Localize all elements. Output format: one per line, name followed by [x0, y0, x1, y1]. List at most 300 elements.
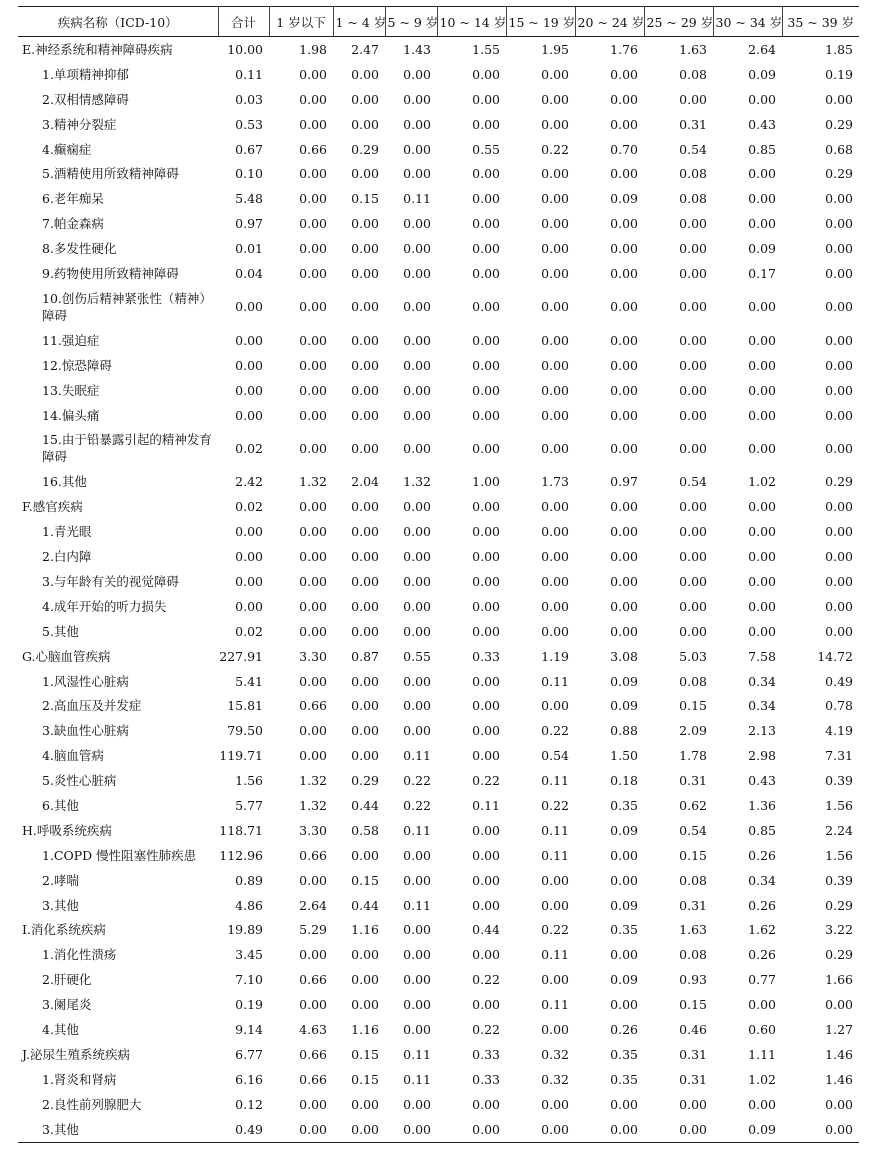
age-group-rate-cell: 0.08	[679, 673, 707, 689]
disease-name-cell: 2.白内障	[42, 549, 92, 565]
age-group-rate-cell: 0.00	[472, 299, 500, 315]
subcategory-row	[18, 236, 859, 261]
subcategory-row	[18, 942, 859, 967]
age-group-rate-cell: 2.47	[351, 41, 379, 57]
subcategory-row	[18, 427, 859, 469]
age-group-rate-cell: 0.00	[299, 440, 327, 456]
age-group-rate-cell: 0.00	[299, 191, 327, 207]
age-group-rate-cell: 1.46	[825, 1046, 853, 1062]
age-group-rate-cell: 0.15	[351, 872, 379, 888]
age-group-rate-cell: 0.33	[472, 1046, 500, 1062]
total-rate-cell: 0.89	[235, 872, 263, 888]
age-group-rate-cell: 0.29	[825, 166, 853, 182]
age-group-rate-cell: 0.44	[351, 797, 379, 813]
age-group-rate-cell: 0.00	[541, 573, 569, 589]
total-rate-cell: 0.97	[235, 216, 263, 232]
age-group-rate-cell: 0.66	[299, 847, 327, 863]
age-group-rate-cell: 0.00	[610, 598, 638, 614]
total-rate-cell: 0.02	[235, 440, 263, 456]
disease-name-cell: 5.其他	[42, 623, 79, 639]
total-rate-cell: 5.41	[235, 673, 263, 689]
age-group-rate-cell: 0.22	[472, 773, 500, 789]
age-group-rate-cell: 0.22	[472, 972, 500, 988]
total-rate-cell: 4.86	[235, 897, 263, 913]
age-group-rate-cell: 1.63	[679, 41, 707, 57]
age-group-rate-cell: 0.00	[679, 241, 707, 257]
total-rate-cell: 10.00	[227, 41, 263, 57]
age-group-rate-cell: 1.32	[403, 474, 431, 490]
age-group-rate-cell: 0.54	[679, 474, 707, 490]
disease-name-cell: 6.其他	[42, 797, 79, 813]
header-cell-age-25-29: 25 ~ 29 岁	[644, 7, 713, 37]
age-group-rate-cell: 0.08	[679, 191, 707, 207]
age-group-rate-cell: 0.00	[610, 1096, 638, 1112]
age-group-rate-cell: 0.00	[351, 241, 379, 257]
age-group-rate-cell: 0.26	[748, 847, 776, 863]
age-group-rate-cell: 0.33	[472, 648, 500, 664]
age-group-rate-cell: 7.58	[748, 648, 776, 664]
age-group-rate-cell: 0.00	[541, 357, 569, 373]
age-group-rate-cell: 0.00	[541, 166, 569, 182]
subcategory-row	[18, 1067, 859, 1092]
age-group-rate-cell: 0.00	[748, 549, 776, 565]
age-group-rate-cell: 0.00	[403, 91, 431, 107]
age-group-rate-cell: 0.00	[351, 623, 379, 639]
age-group-rate-cell: 0.11	[541, 773, 569, 789]
age-group-rate-cell: 0.00	[472, 332, 500, 348]
total-rate-cell: 0.00	[235, 382, 263, 398]
age-group-rate-cell: 0.26	[610, 1022, 638, 1037]
header-cell-age-20-24: 20 ~ 24 岁	[575, 7, 644, 37]
age-group-rate-cell: 0.00	[679, 357, 707, 373]
age-group-rate-cell: 0.62	[679, 797, 707, 813]
age-group-rate-cell: 0.00	[403, 847, 431, 863]
age-group-rate-cell: 0.11	[403, 822, 431, 838]
age-group-rate-cell: 0.00	[351, 216, 379, 232]
age-group-rate-cell: 0.00	[610, 299, 638, 315]
disease-name-cell: 2.哮喘	[42, 872, 79, 888]
age-group-rate-cell: 0.00	[351, 748, 379, 764]
age-group-rate-cell: 0.66	[299, 141, 327, 157]
age-group-rate-cell: 0.00	[351, 698, 379, 714]
age-group-rate-cell: 0.00	[541, 897, 569, 913]
disease-name-cell: H.呼吸系统疾病	[22, 822, 112, 838]
age-group-rate-cell: 0.00	[825, 549, 853, 565]
age-group-rate-cell: 0.00	[748, 357, 776, 373]
age-group-rate-cell: 0.00	[541, 872, 569, 888]
total-rate-cell: 3.45	[235, 947, 263, 963]
age-group-rate-cell: 0.00	[472, 216, 500, 232]
age-group-rate-cell: 0.00	[299, 872, 327, 888]
age-group-rate-cell: 0.00	[610, 623, 638, 639]
age-group-rate-cell: 0.00	[403, 997, 431, 1013]
age-group-rate-cell: 0.44	[351, 897, 379, 913]
total-rate-cell: 119.71	[219, 748, 263, 764]
subcategory-row	[18, 519, 859, 544]
subcategory-row	[18, 378, 859, 403]
age-group-rate-cell: 1.11	[748, 1046, 776, 1062]
disease-name-cell: 1.青光眼	[42, 524, 92, 540]
header-cell-disease-name: 疾病名称（ICD-10）	[18, 7, 218, 37]
age-group-rate-cell: 0.00	[679, 332, 707, 348]
header-cell-age-15-19: 15 ~ 19 岁	[506, 7, 575, 37]
age-group-rate-cell: 0.00	[782, 1117, 859, 1142]
age-group-rate-cell: 0.00	[403, 623, 431, 639]
age-group-rate-cell: 0.00	[472, 872, 500, 888]
age-group-rate-cell: 0.09	[610, 822, 638, 838]
subcategory-row	[18, 619, 859, 644]
age-group-rate-cell: 0.00	[299, 166, 327, 182]
age-group-rate-cell: 0.00	[679, 299, 707, 315]
age-group-rate-cell: 0.00	[403, 241, 431, 257]
total-rate-cell: 5.77	[235, 797, 263, 813]
disease-name-cell: 1.肾炎和肾病	[42, 1071, 117, 1087]
age-group-rate-cell: 0.18	[610, 773, 638, 789]
age-group-rate-cell: 0.00	[299, 623, 327, 639]
age-group-rate-cell: 0.31	[679, 1046, 707, 1062]
total-rate-cell: 1.56	[235, 773, 263, 789]
age-group-rate-cell: 0.00	[472, 499, 500, 515]
age-group-rate-cell: 0.00	[299, 382, 327, 398]
age-group-rate-cell: 0.00	[610, 872, 638, 888]
age-group-rate-cell: 1.16	[351, 922, 379, 938]
age-group-rate-cell: 5.03	[679, 648, 707, 664]
subcategory-row	[18, 967, 859, 992]
disease-name-cell: 12.惊恐障碍	[42, 357, 112, 373]
age-group-rate-cell: 0.00	[403, 972, 431, 988]
age-group-rate-cell: 0.00	[299, 673, 327, 689]
age-group-rate-cell: 0.00	[644, 1117, 713, 1142]
age-group-rate-cell: 1.19	[541, 648, 569, 664]
age-group-rate-cell: 0.00	[472, 66, 500, 82]
age-group-rate-cell: 4.19	[825, 723, 853, 739]
age-group-rate-cell: 2.13	[748, 723, 776, 739]
disease-name-cell: 3.缺血性心脏病	[42, 723, 129, 739]
age-group-rate-cell: 0.00	[351, 91, 379, 107]
age-group-rate-cell: 0.39	[825, 872, 853, 888]
subcategory-row	[18, 793, 859, 818]
age-group-rate-cell: 0.00	[610, 265, 638, 281]
age-group-rate-cell: 0.00	[748, 191, 776, 207]
age-group-rate-cell: 0.00	[610, 847, 638, 863]
age-group-rate-cell: 0.00	[385, 1117, 437, 1142]
age-group-rate-cell: 0.00	[541, 116, 569, 132]
age-group-rate-cell: 0.00	[610, 549, 638, 565]
age-group-rate-cell: 0.11	[403, 1071, 431, 1087]
age-group-rate-cell: 1.55	[472, 41, 500, 57]
age-group-rate-cell: 0.00	[472, 947, 500, 963]
age-group-rate-cell: 0.00	[748, 216, 776, 232]
age-group-rate-cell: 0.00	[299, 241, 327, 257]
total-rate-cell: 79.50	[227, 723, 263, 739]
age-group-rate-cell: 0.08	[679, 947, 707, 963]
age-group-rate-cell: 0.26	[748, 897, 776, 913]
disease-name-cell: 15.由于铅暴露引起的精神发育障碍	[42, 432, 212, 465]
age-group-rate-cell: 0.00	[472, 723, 500, 739]
age-group-rate-cell: 0.00	[825, 440, 853, 456]
age-group-rate-cell: 0.00	[299, 748, 327, 764]
age-group-rate-cell: 2.09	[679, 723, 707, 739]
total-rate-cell: 0.00	[235, 332, 263, 348]
age-group-rate-cell: 0.00	[403, 499, 431, 515]
age-group-rate-cell: 0.70	[610, 141, 638, 157]
age-group-rate-cell: 0.09	[610, 972, 638, 988]
age-group-rate-cell: 0.00	[748, 997, 776, 1013]
age-group-rate-cell: 0.00	[351, 997, 379, 1013]
age-group-rate-cell: 0.22	[403, 797, 431, 813]
age-group-rate-cell: 0.00	[679, 549, 707, 565]
age-group-rate-cell: 1.27	[825, 1022, 853, 1037]
age-group-rate-cell: 0.00	[825, 407, 853, 423]
subcategory-row	[18, 1117, 859, 1142]
age-group-rate-cell: 0.00	[299, 91, 327, 107]
age-group-rate-cell: 0.97	[610, 474, 638, 490]
age-group-rate-cell: 0.00	[748, 623, 776, 639]
total-rate-cell: 6.16	[235, 1071, 263, 1087]
subcategory-row	[18, 328, 859, 353]
age-group-rate-cell: 0.11	[403, 897, 431, 913]
age-group-rate-cell: 1.36	[748, 797, 776, 813]
subcategory-row	[18, 843, 859, 868]
age-group-rate-cell: 0.29	[825, 897, 853, 913]
age-group-rate-cell: 0.66	[299, 972, 327, 988]
age-group-rate-cell: 0.00	[299, 299, 327, 315]
age-group-rate-cell: 0.00	[679, 265, 707, 281]
disease-name-cell: F.感官疾病	[22, 499, 83, 515]
disease-name-cell: 3.其他	[42, 897, 79, 913]
age-group-rate-cell: 0.00	[403, 141, 431, 157]
age-group-rate-cell: 0.00	[472, 897, 500, 913]
total-rate-cell: 15.81	[227, 698, 263, 714]
age-group-rate-cell: 0.46	[679, 1022, 707, 1037]
age-group-rate-cell: 0.00	[472, 524, 500, 540]
subcategory-row	[18, 594, 859, 619]
age-group-rate-cell: 0.00	[472, 573, 500, 589]
age-group-rate-cell: 0.00	[541, 623, 569, 639]
subcategory-row	[18, 112, 859, 137]
age-group-rate-cell: 0.00	[610, 91, 638, 107]
disease-name-cell: 10.创伤后精神紧张性（精神）障碍	[42, 290, 212, 323]
age-group-rate-cell: 0.00	[748, 1096, 776, 1112]
age-group-rate-cell: 0.00	[403, 166, 431, 182]
age-group-rate-cell: 2.04	[351, 474, 379, 490]
age-group-rate-cell: 0.00	[825, 1096, 853, 1112]
age-group-rate-cell: 0.22	[541, 141, 569, 157]
total-rate-cell: 0.11	[235, 66, 263, 82]
age-group-rate-cell: 0.22	[541, 922, 569, 938]
age-group-rate-cell: 0.00	[472, 847, 500, 863]
age-group-rate-cell: 0.00	[351, 66, 379, 82]
table-body	[18, 37, 859, 1143]
age-group-rate-cell: 0.66	[299, 1071, 327, 1087]
age-group-rate-cell: 0.09	[610, 897, 638, 913]
age-group-rate-cell: 0.00	[825, 332, 853, 348]
disease-name-cell: 3.阑尾炎	[42, 997, 92, 1013]
subcategory-row	[18, 137, 859, 162]
header-cell-age-35-39: 35 ~ 39 岁	[782, 7, 859, 37]
age-group-rate-cell: 0.00	[748, 407, 776, 423]
age-group-rate-cell: 0.00	[351, 972, 379, 988]
age-group-rate-cell: 0.00	[403, 299, 431, 315]
age-group-rate-cell: 0.00	[472, 997, 500, 1013]
category-row	[18, 1042, 859, 1067]
age-group-rate-cell: 0.00	[541, 1022, 569, 1037]
age-group-rate-cell: 0.00	[299, 524, 327, 540]
age-group-rate-cell: 0.00	[610, 499, 638, 515]
age-group-rate-cell: 0.00	[437, 1117, 506, 1142]
age-group-rate-cell: 0.00	[541, 191, 569, 207]
disease-name-cell: I.消化系统疾病	[22, 922, 106, 938]
age-group-rate-cell: 0.00	[679, 216, 707, 232]
age-group-rate-cell: 0.00	[610, 573, 638, 589]
total-rate-cell: 0.00	[235, 598, 263, 614]
age-group-rate-cell: 0.85	[748, 141, 776, 157]
header-row	[18, 7, 859, 37]
age-group-rate-cell: 7.31	[825, 748, 853, 764]
age-group-rate-cell: 0.00	[351, 573, 379, 589]
age-group-rate-cell: 0.00	[541, 332, 569, 348]
age-group-rate-cell: 0.17	[748, 265, 776, 281]
age-group-rate-cell: 0.78	[825, 698, 853, 714]
age-group-rate-cell: 0.00	[351, 440, 379, 456]
age-group-rate-cell: 1.56	[825, 847, 853, 863]
age-group-rate-cell: 0.29	[351, 141, 379, 157]
age-group-rate-cell: 0.00	[610, 166, 638, 182]
age-group-rate-cell: 0.35	[610, 922, 638, 938]
subcategory-row	[18, 186, 859, 211]
age-group-rate-cell: 0.00	[825, 216, 853, 232]
age-group-rate-cell: 0.00	[472, 382, 500, 398]
age-group-rate-cell: 0.00	[403, 723, 431, 739]
age-group-rate-cell: 0.00	[403, 357, 431, 373]
age-group-rate-cell: 0.00	[351, 265, 379, 281]
total-rate-cell: 0.00	[235, 549, 263, 565]
age-group-rate-cell: 0.00	[351, 382, 379, 398]
age-group-rate-cell: 0.00	[403, 1022, 431, 1037]
age-group-rate-cell: 0.00	[472, 166, 500, 182]
age-group-rate-cell: 0.00	[472, 265, 500, 281]
disease-rate-table	[18, 6, 859, 1143]
age-group-rate-cell: 0.00	[748, 166, 776, 182]
age-group-rate-cell: 0.00	[610, 997, 638, 1013]
subcategory-row	[18, 569, 859, 594]
age-group-rate-cell: 0.00	[610, 116, 638, 132]
age-group-rate-cell: 5.29	[299, 922, 327, 938]
total-rate-cell: 0.02	[235, 499, 263, 515]
age-group-rate-cell: 0.00	[403, 872, 431, 888]
subcategory-row	[18, 286, 859, 328]
age-group-rate-cell: 0.00	[403, 947, 431, 963]
total-rate-cell: 0.10	[235, 166, 263, 182]
total-rate-cell: 0.12	[235, 1096, 263, 1112]
age-group-rate-cell: 0.00	[299, 407, 327, 423]
age-group-rate-cell: 0.00	[748, 332, 776, 348]
age-group-rate-cell: 0.00	[299, 598, 327, 614]
age-group-rate-cell: 0.31	[679, 116, 707, 132]
age-group-rate-cell: 0.43	[748, 773, 776, 789]
age-group-rate-cell: 0.60	[748, 1022, 776, 1037]
age-group-rate-cell: 1.50	[610, 748, 638, 764]
age-group-rate-cell: 0.00	[679, 382, 707, 398]
age-group-rate-cell: 0.55	[403, 648, 431, 664]
age-group-rate-cell: 0.58	[351, 822, 379, 838]
age-group-rate-cell: 1.00	[472, 474, 500, 490]
age-group-rate-cell: 0.00	[610, 407, 638, 423]
disease-name-cell: 6.老年痴呆	[42, 191, 104, 207]
age-group-rate-cell: 0.00	[299, 66, 327, 82]
age-group-rate-cell: 0.87	[351, 648, 379, 664]
disease-name-cell: 2.良性前列腺肥大	[42, 1096, 142, 1112]
age-group-rate-cell: 0.00	[748, 598, 776, 614]
subcategory-row	[18, 87, 859, 112]
disease-name-cell: 11.强迫症	[42, 332, 100, 348]
age-group-rate-cell: 2.98	[748, 748, 776, 764]
subcategory-row	[18, 1092, 859, 1117]
header-cell-age-10-14: 10 ~ 14 岁	[437, 7, 506, 37]
age-group-rate-cell: 0.11	[403, 191, 431, 207]
age-group-rate-cell: 0.00	[472, 598, 500, 614]
age-group-rate-cell: 1.73	[541, 474, 569, 490]
category-row	[18, 818, 859, 843]
age-group-rate-cell: 0.00	[403, 265, 431, 281]
total-rate-cell: 7.10	[235, 972, 263, 988]
disease-name-cell: 4.其他	[42, 1022, 79, 1037]
age-group-rate-cell: 0.00	[403, 332, 431, 348]
age-group-rate-cell: 0.00	[541, 66, 569, 82]
age-group-rate-cell: 0.15	[679, 997, 707, 1013]
age-group-rate-cell: 0.32	[541, 1071, 569, 1087]
age-group-rate-cell: 0.34	[748, 872, 776, 888]
disease-name-cell: G.心脑血管疾病	[22, 648, 111, 664]
total-rate-cell: 0.49	[218, 1117, 269, 1142]
age-group-rate-cell: 0.00	[351, 947, 379, 963]
disease-name-cell: 5.炎性心脏病	[42, 773, 117, 789]
age-group-rate-cell: 0.00	[351, 723, 379, 739]
age-group-rate-cell: 0.35	[610, 797, 638, 813]
age-group-rate-cell: 0.11	[541, 997, 569, 1013]
age-group-rate-cell: 0.00	[472, 623, 500, 639]
subcategory-row	[18, 693, 859, 718]
total-rate-cell: 19.89	[227, 922, 263, 938]
age-group-rate-cell: 1.63	[679, 922, 707, 938]
age-group-rate-cell: 0.00	[299, 332, 327, 348]
header-cell-age-under-1: 1 岁以下	[269, 7, 333, 37]
age-group-rate-cell: 0.00	[299, 549, 327, 565]
header-cell-age-5-9: 5 ~ 9 岁	[385, 7, 437, 37]
category-row	[18, 644, 859, 669]
age-group-rate-cell: 0.00	[299, 357, 327, 373]
age-group-rate-cell: 0.00	[299, 499, 327, 515]
age-group-rate-cell: 0.00	[299, 997, 327, 1013]
age-group-rate-cell: 0.00	[748, 382, 776, 398]
age-group-rate-cell: 0.00	[610, 332, 638, 348]
age-group-rate-cell: 0.00	[679, 573, 707, 589]
age-group-rate-cell: 0.00	[679, 91, 707, 107]
age-group-rate-cell: 0.00	[575, 1117, 644, 1142]
disease-name-cell: 7.帕金森病	[42, 216, 104, 232]
age-group-rate-cell: 0.00	[269, 1117, 333, 1142]
age-group-rate-cell: 0.11	[403, 748, 431, 764]
total-rate-cell: 227.91	[219, 648, 263, 664]
age-group-rate-cell: 1.62	[748, 922, 776, 938]
age-group-rate-cell: 0.00	[403, 407, 431, 423]
age-group-rate-cell: 0.49	[825, 673, 853, 689]
age-group-rate-cell: 0.00	[748, 573, 776, 589]
age-group-rate-cell: 0.00	[541, 549, 569, 565]
age-group-rate-cell: 0.00	[679, 1096, 707, 1112]
age-group-rate-cell: 0.00	[541, 698, 569, 714]
age-group-rate-cell: 0.11	[472, 797, 500, 813]
